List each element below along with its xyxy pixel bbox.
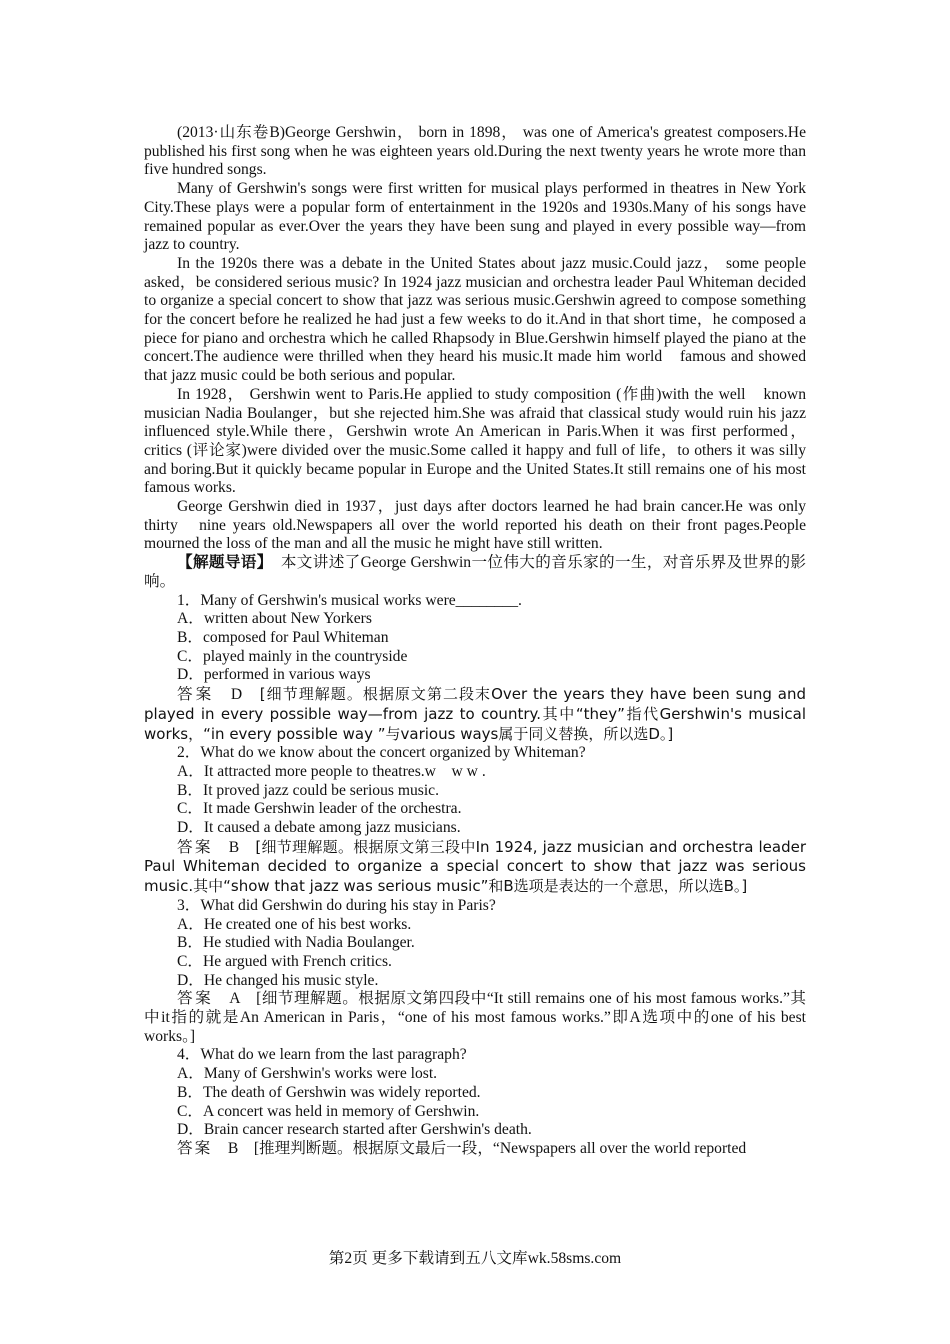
- answer-explanation: [推理判断题。根据原文最后一段，“Newspapers all over the world reported: [253, 1139, 747, 1157]
- option-b: B．It proved jazz could be serious music.: [177, 781, 439, 799]
- answer: [144, 990, 806, 1046]
- option-b: B．He studied with Nadia Boulanger.: [177, 934, 415, 952]
- passage-paragraph-1: (2013·山东卷B)George Gershwin， born in 1898， was one of America's greatest composers.He published his first song when he was eighteen years old.During the next twenty years he wrote more than five hundred songs.: [144, 124, 806, 179]
- question-stem: 2．What do we know about the concert organized by Whiteman?: [177, 744, 586, 762]
- answer-letter: B: [228, 838, 240, 856]
- answer: [144, 1140, 806, 1159]
- answer: [144, 685, 806, 744]
- guide: [144, 554, 806, 591]
- option-a: A．It attracted more people to theatres.w w w .: [177, 762, 486, 780]
- passage-paragraph-4: In 1928， Gershwin went to Paris.He applied to study composition (作曲)with the well known musician Nadia Boulanger，but she rejected him.She was afraid that classical study would ruin his jazz influenced style.While there，Gershwin wrote An American in Paris.When it was first performed，critics (评论家)were divided over the music.Some called it happy and full of life，to others it was silly and boring.But it quickly became popular in Europe and the United States.It still remains one of his most famous works.: [144, 385, 822, 497]
- option-a: A．He created one of his best works.: [177, 915, 412, 933]
- answer-label: 答案: [177, 990, 214, 1008]
- answer-letter: A: [229, 990, 240, 1008]
- question-stem: 4．What do we learn from the last paragraph?: [177, 1046, 467, 1064]
- option-c: C．It made Gershwin leader of the orchestra.: [177, 800, 462, 818]
- question-4: [144, 1046, 806, 1158]
- answer-letter: B: [227, 1139, 239, 1157]
- answer-explanation: [细节理解题。根据原文第三段中In 1924, jazz musician and orchestra leader Paul Whiteman decided to organize a special concert to show that jazz was serious music.其中“show that jazz was serious music”和B选项是表达的一个意思，所以选B。]: [144, 837, 806, 896]
- guide-label: 【解题导语】: [177, 554, 265, 572]
- option-c: C．He argued with French critics.: [177, 952, 392, 970]
- option-a: A．written about New Yorkers: [177, 610, 372, 628]
- answer-label: 答案: [177, 838, 213, 856]
- question-2: [144, 744, 806, 897]
- passage: [144, 124, 822, 554]
- option-c: C．played mainly in the countryside: [177, 647, 408, 665]
- option-d: D．performed in various ways: [177, 666, 371, 684]
- option-c: C．A concert was held in memory of Gershwin.: [177, 1102, 480, 1120]
- question-1: [144, 592, 806, 745]
- question-stem: 1．Many of Gershwin's musical works were________.: [177, 591, 522, 609]
- option-d: D．It caused a debate among jazz musicians.: [177, 819, 461, 837]
- guide-text: 本文讲述了George Gershwin一位伟大的音乐家的一生，对音乐界及世界的影响。: [144, 554, 807, 590]
- page-footer: 第2页 更多下载请到五八文库wk.58sms.com: [328, 1250, 622, 1267]
- answer-explanation: [细节理解题。根据原文第二段末Over the years they have been sung and played in every possible way—from jazz to country.其中“they”指代Gershwin's musical works，“in every possible way ”与various ways属于同义替换，所以选D。]: [144, 685, 806, 743]
- question-stem: 3．What did Gershwin do during his stay in Paris?: [177, 896, 496, 914]
- option-d: D．Brain cancer research started after Gershwin's death.: [177, 1121, 532, 1139]
- answer-explanation: [细节理解题。根据原文第四段中“It still remains one of his most famous works.”其中it指的就是An American in Paris，“one of his most famous works.”即A选项中的one of his best works。]: [144, 990, 806, 1045]
- answer: [144, 838, 806, 897]
- option-d: D．He changed his music style.: [177, 971, 379, 989]
- passage-paragraph-2: Many of Gershwin's songs were first written for musical plays performed in theatres in New York City.These plays were a popular form of entertainment in the 1920s and 1930s.Many of his songs have remained popular as ever.Over the years they have been sung and played in every possible way—from jazz to country.: [144, 180, 806, 254]
- answer-label: 答案: [177, 686, 215, 704]
- passage-paragraph-3: In the 1920s there was a debate in the United States about jazz music.Could jazz， some people asked，be considered serious music? In 1924 jazz musician and orchestra leader Paul Whiteman decided to organize a special concert to show that jazz was serious music.Gershwin agreed to compose something for the concert before he realized he had just a few weeks to do it.And in that short time，he composed a piece for piano and orchestra which he called Rhapsody in Blue.Gershwin himself played the piano at the concert.The audience were thrilled when they heard his music.It made him world famous and showed that jazz music could be both serious and popular.: [144, 254, 806, 385]
- answer-letter: D: [230, 686, 243, 704]
- option-a: A．Many of Gershwin's works were lost.: [177, 1065, 438, 1083]
- passage-paragraph-5: George Gershwin died in 1937，just days after doctors learned he had brain cancer.He was only thirty nine years old.Newspapers all over the world reported his death on their front pages.People mourned the loss of the man and all the music he might have still written.: [144, 498, 806, 553]
- option-b: B．composed for Paul Whiteman: [177, 628, 389, 646]
- document-page: [144, 124, 822, 1159]
- option-b: B．The death of Gershwin was widely reported.: [177, 1083, 481, 1101]
- question-3: [144, 897, 806, 1047]
- answer-label: 答案: [177, 1139, 213, 1157]
